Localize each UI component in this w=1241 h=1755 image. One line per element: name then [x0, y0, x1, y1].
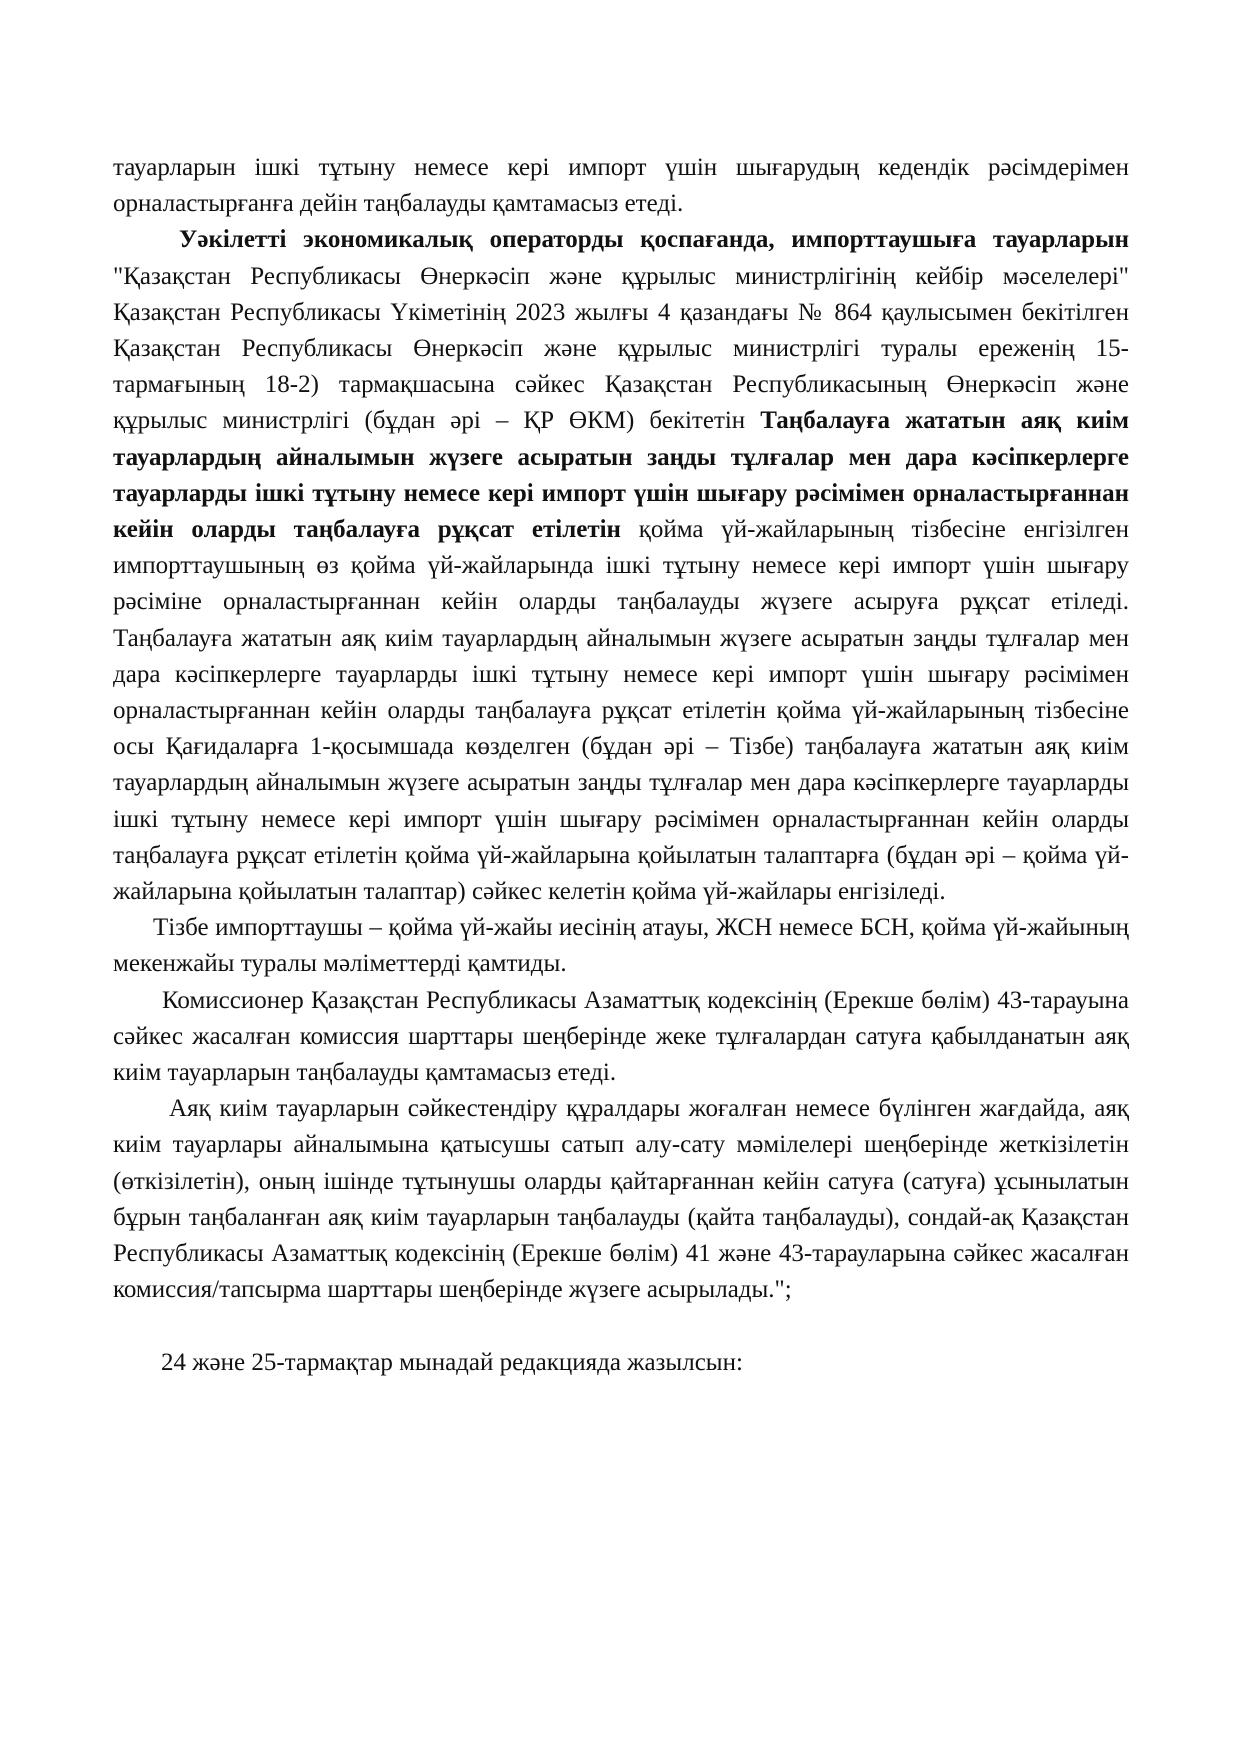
paragraph-3	[113, 910, 1129, 982]
paragraph-6-text: 24 және 25-тармақтар мынадай редакцияда жазылсын:	[161, 1348, 743, 1376]
paragraph-5-text: Аяқ киім тауарларын сәйкестендіру құралдары жоғалған немесе бүлінген жағдайда, аяқ киім тауарлары айналымына қатысушы сатып алу-сату мәмілелері шеңберінде жеткізілетін (өткізілетін), оның ішінде тұтынушы оларды қайтарғаннан кейін сатуға (сатуға) ұсынылатын бұрын таңбаланған аяқ киім тауарларын таңбалауды (қайта таңбалауды), сондай-ақ Қазақстан Республикасы Азаматтық кодексінің (Ерекше бөлім) 41 және 43-тарауларына сәйкес жасалған комиссия/тапсырма шарттары шеңберінде жүзеге асырылады.";	[113, 1095, 1129, 1304]
paragraph-4	[113, 983, 1129, 1092]
paragraph-2	[113, 222, 1129, 910]
paragraph-1	[113, 150, 1129, 222]
document-page	[113, 150, 1129, 1381]
paragraph-6	[113, 1345, 1129, 1381]
paragraph-4-text: Комиссионер Қазақстан Республикасы Азаматтық кодексінің (Ерекше бөлім) 43-тарауына сәйкес жасалған комиссия шарттары шеңберінде жеке тұлғалардан сатуға қабылданатын аяқ киім тауарларын таңбалауды қамтамасыз етеді.	[113, 986, 1129, 1087]
paragraph-2-text-1: "Қазақстан Республикасы Өнеркәсіп және құрылыс министрлігінің кейбір мәселелері" Қазақстан Республикасы Үкіметінің 2023 жылғы 4 қазандағы № 864 қаулысымен бекітілген Қазақстан Республикасы Өнеркәсіп және құрылыс министрлігі туралы ереженің 15-тармағының 18-2) тармақшасына сәйкес Қазақстан Республикасының Өнеркәсіп және құрылыс министрлігі (бұдан әрі – ҚР ӨКМ) бекітетін	[113, 262, 1129, 435]
paragraph-1-text: тауарларын ішкі тұтыну немесе кері импорт үшін шығарудың кедендік рәсімдерімен орналастырғанға дейін таңбалауды қамтамасыз етеді.	[113, 154, 1129, 218]
paragraph-2-bold-title: Таңбалауға жататын аяқ киім тауарлардың айналымын жүзеге асыратын заңды тұлғалар мен дара кәсіпкерлерге тауарларды ішкі тұтыну немесе кері импорт үшін шығару рәсімімен орналастырғаннан кейін оларды таңбалауға рұқсат етілетін	[113, 407, 1129, 544]
paragraph-5	[113, 1091, 1129, 1308]
paragraph-2-bold-lead: Уәкілетті экономикалық операторды қоспағанда, импорттаушыға тауарларын	[179, 226, 1129, 254]
paragraph-2-text-2: қойма үй-жайларының тізбесіне енгізілген импорттаушының өз қойма үй-жайларында ішкі тұтыну немесе кері импорт үшін шығару рәсіміне орналастырғаннан кейін оларды таңбалауды жүзеге асыруға рұқсат етіледі. Таңбалауға жататын аяқ киім тауарлардың айналымын жүзеге асыратын заңды тұлғалар мен дара кәсіпкерлерге тауарларды ішкі тұтыну немесе кері импорт үшін шығару рәсімімен орналастырғаннан кейін оларды таңбалауға рұқсат етілетін қойма үй-жайларының тізбесіне осы Қағидаларға 1-қосымшада көзделген (бұдан әрі – Тізбе) таңбалауға жататын аяқ киім тауарлардың айналымын жүзеге асыратын заңды тұлғалар мен дара кәсіпкерлерге тауарларды ішкі тұтыну немесе кері импорт үшін шығару рәсімімен орналастырғаннан кейін оларды таңбалауға рұқсат етілетін қойма үй-жайларына қойылатын талаптарға (бұдан әрі – қойма үй-жайларына қойылатын талаптар) сәйкес келетін қойма үй-жайлары енгізіледі.	[113, 516, 1129, 906]
paragraph-3-text: Тізбе импорттаушы – қойма үй-жайы иесінің атауы, ЖСН немесе БСН, қойма үй-жайының мекенжайы туралы мәліметтерді қамтиды.	[113, 914, 1129, 978]
